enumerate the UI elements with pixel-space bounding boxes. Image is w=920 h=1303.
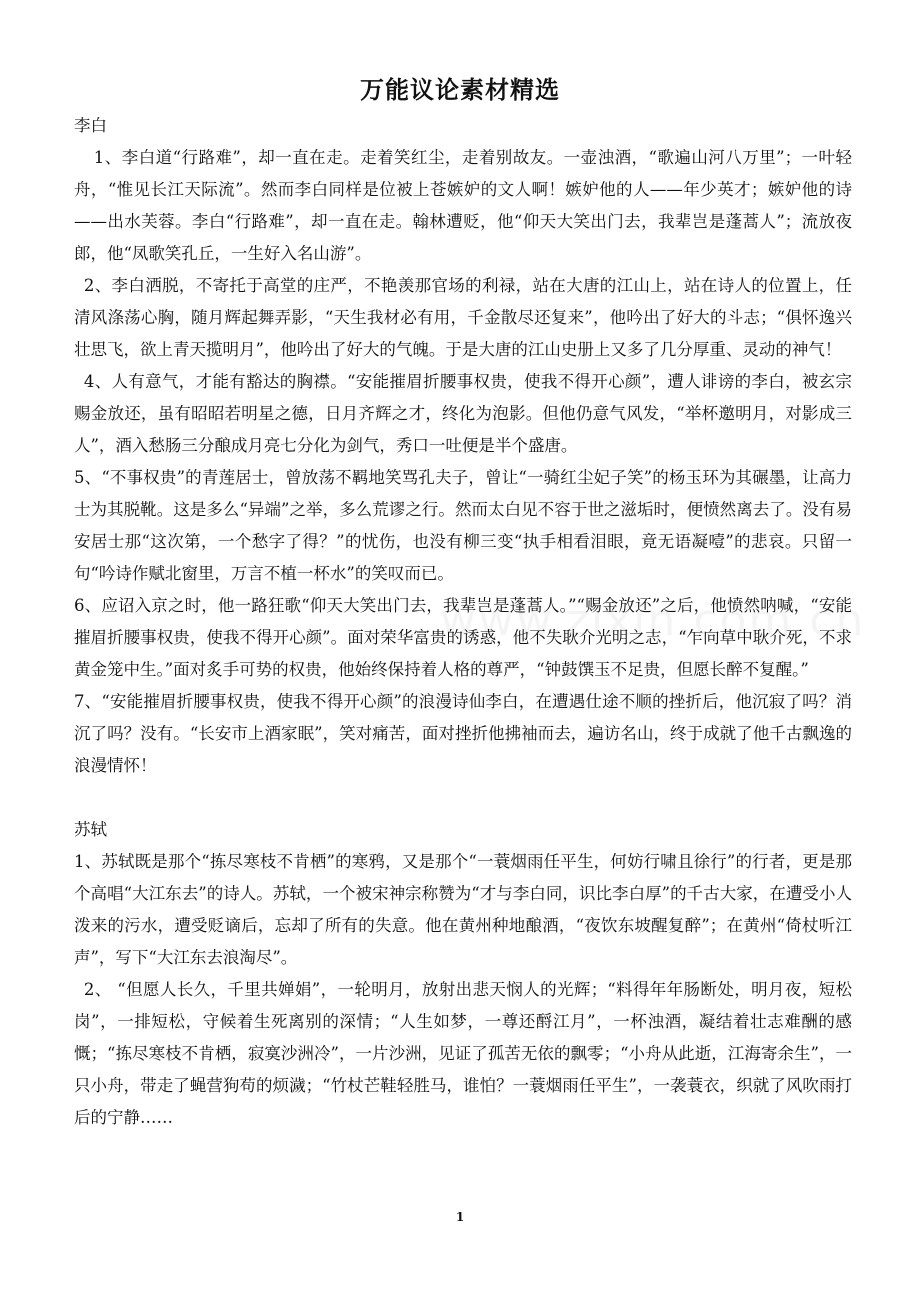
- paragraph: 1、苏轼既是那个“拣尽寒枝不肯栖”的寒鸦，又是那个“一蓑烟雨任平生，何妨行啸且徐行”的行者，更是那个高唱“大江东去”的诗人。苏轼，一个被宋神宗称赞为“才与李白同，识比李白厚”的千古大家，在遭受小人泼来的污水，遭受贬谪后，忘却了所有的失意。他在黄州种地酿酒，“夜饮东坡醒复醉”；在黄州“倚杖听江声”，写下“大江东去浪淘尽”。: [74, 852, 852, 967]
- paragraph: 6、应诏入京之时，他一路狂歌“仰天大笑出门去，我辈岂是蓬蒿人。”“赐金放还”之后，他愤然呐喊，“安能摧眉折腰事权贵，使我不得开心颜”。面对荣华富贵的诱惑，他不失耿介光明之志，“乍向草中耿介死，不求黄金笼中生。”面对炙手可势的权贵，他始终保持着人格的尊严，“钟鼓馔玉不足贵，但愿长醉不复醒。”: [74, 596, 852, 679]
- paragraph: 2、 “但愿人长久，千里共婵娟”，一轮明月，放射出悲天悯人的光辉；“料得年年肠断处，明月夜，短松岗”，一排短松，守候着生死离别的深情；“人生如梦，一尊还酹江月”，一杯浊酒，凝结着壮志难酬的感慨；“拣尽寒枝不肯栖，寂寞沙洲冷”，一片沙洲，见证了孤苦无依的飘零；“小舟从此逝，江海寄余生”，一只小舟，带走了蝇营狗苟的烦濊；“竹杖芒鞋轻胜马，谁怕？一蓑烟雨任平生”，一袭蓑衣，织就了风吹雨打后的宁静……: [74, 980, 852, 1127]
- section-su-shi: [74, 814, 852, 1134]
- paragraph: 2、李白洒脱，不寄托于高堂的庄严，不艳羡那官场的利禄，站在大唐的江山上，站在诗人的位置上，任清风涤荡心胸，随月辉起舞弄影，“天生我材必有用，千金散尽还复来”，他吟出了好大的斗志；“俱怀逸兴壮思飞，欲上青天揽明月”，他吟出了好大的气魄。于是大唐的江山史册上又多了几分厚重、灵动的神气！: [74, 276, 852, 359]
- page-title: 万能议论素材精选: [360, 76, 560, 104]
- section-heading: 苏轼: [74, 820, 107, 839]
- paragraph: 5、“不事权贵”的青莲居士，曾放荡不羁地笑骂孔夫子，曾让“一骑红尘妃子笑”的杨玉环为其碾墨，让高力士为其脱靴。这是多么“异端”之举，多么荒谬之行。然而太白见不容于世之滋垢时，便愤然离去了。没有易安居士那“这次第，一个愁字了得？”的忧伤，也没有柳三变“执手相看泪眼，竟无语凝噎”的悲哀。只留一句“吟诗作赋北窗里，万言不植一杯水”的笑叹而已。: [74, 468, 852, 583]
- section-spacer: [74, 782, 852, 814]
- paragraph: 1、李白道“行路难”，却一直在走。走着笑红尘，走着别故友。一壶浊酒，“歌遍山河八万里”；一叶轻舟，“惟见长江天际流”。然而李白同样是位被上苍嫉妒的文人啊！嫉妒他的人——年少英才；嫉妒他的诗——出水芙蓉。李白“行路难”，却一直在走。翰林遭贬，他“仰天大笑出门去，我辈岂是蓬蒿人”；流放夜郎，他“凤歌笑孔丘，一生好入名山游”。: [74, 148, 852, 263]
- page-number: 1: [455, 1210, 465, 1224]
- paragraph: 4、人有意气，才能有豁达的胸襟。“安能摧眉折腰事权贵，使我不得开心颜”，遭人诽谤的李白，被玄宗赐金放还，虽有昭昭若明星之德，日月齐辉之才，终化为泡影。但他仍意气风发，“举杯邀明月，对影成三人”，酒入愁肠三分酿成月亮七分化为剑气，秀口一吐便是半个盛唐。: [74, 372, 852, 455]
- paragraph: 7、“安能摧眉折腰事权贵，使我不得开心颜”的浪漫诗仙李白，在遭遇仕途不顺的挫折后，他沉寂了吗？消沉了吗？没有。“长安市上酒家眠”，笑对痛苦，面对挫折他拂袖而去，遍访名山，终于成就了他千古飘逸的浪漫情怀！: [74, 692, 852, 775]
- document-body: [74, 110, 852, 1134]
- section-li-bai: [74, 110, 852, 782]
- section-heading: 李白: [74, 116, 107, 135]
